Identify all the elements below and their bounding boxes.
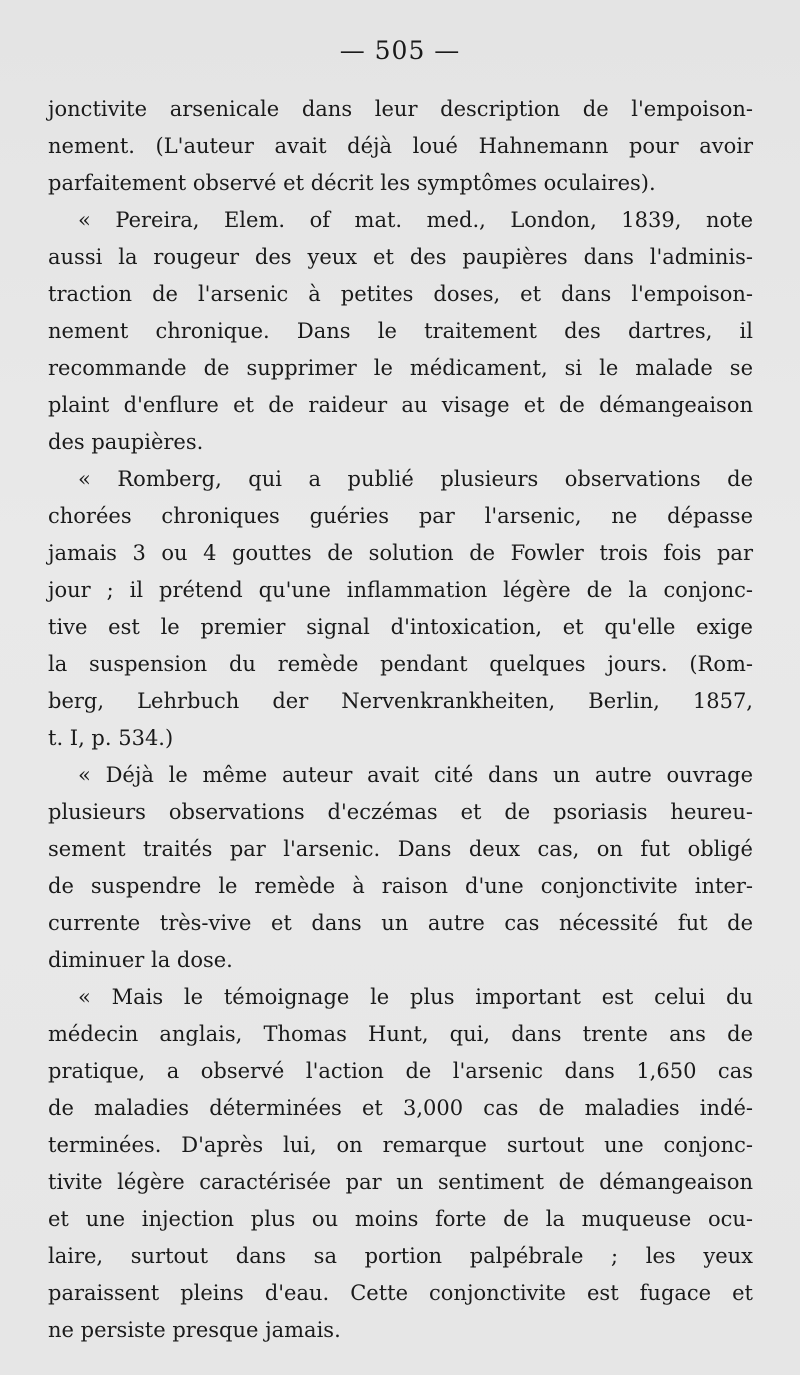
text-line: tivite légère caractérisée par un sentiment de démangeaison [48, 1170, 753, 1194]
text-line: terminées. D'après lui, on remarque surtout une conjonc- [48, 1133, 753, 1157]
body-text [48, 91, 753, 1349]
text-line: sement traités par l'arsenic. Dans deux cas, on fut obligé [48, 837, 753, 861]
text-line: médecin anglais, Thomas Hunt, qui, dans trente ans de [48, 1022, 753, 1046]
text-line: tive est le premier signal d'intoxication, et qu'elle exige [48, 615, 753, 639]
text-line: traction de l'arsenic à petites doses, et dans l'empoison- [48, 282, 753, 306]
text-line: recommande de supprimer le médicament, si le malade se [48, 356, 753, 380]
text-line: jonctivite arsenicale dans leur description de l'empoison- [48, 97, 753, 121]
text-line: aussi la rougeur des yeux et des paupières dans l'adminis- [48, 245, 753, 269]
text-line: « Mais le témoignage le plus important est celui du [78, 985, 753, 1009]
text-line: « Déjà le même auteur avait cité dans un autre ouvrage [78, 763, 753, 787]
text-line: plusieurs observations d'eczémas et de psoriasis heureu- [48, 800, 753, 824]
page-number: — 505 — [339, 36, 461, 65]
text-line: jamais 3 ou 4 gouttes de solution de Fowler trois fois par [48, 541, 753, 565]
text-line: t. I, p. 534.) [48, 726, 174, 750]
text-line: parfaitement observé et décrit les symptômes oculaires). [48, 171, 656, 195]
text-line: de maladies déterminées et 3,000 cas de maladies indé- [48, 1096, 753, 1120]
text-line: currente très-vive et dans un autre cas nécessité fut de [48, 911, 753, 935]
text-line: la suspension du remède pendant quelques jours. (Rom- [48, 652, 753, 676]
text-line: « Romberg, qui a publié plusieurs observations de [78, 467, 753, 491]
text-line: chorées chroniques guéries par l'arsenic, ne dépasse [48, 504, 753, 528]
text-line: des paupières. [48, 430, 204, 454]
text-line: paraissent pleins d'eau. Cette conjonctivite est fugace et [48, 1281, 753, 1305]
text-line: berg, Lehrbuch der Nervenkrankheiten, Berlin, 1857, [48, 689, 753, 713]
text-line: diminuer la dose. [48, 948, 233, 972]
text-line: ne persiste presque jamais. [48, 1318, 341, 1342]
text-line: de suspendre le remède à raison d'une conjonctivite inter- [48, 874, 753, 898]
text-line: pratique, a observé l'action de l'arsenic dans 1,650 cas [48, 1059, 753, 1083]
text-line: laire, surtout dans sa portion palpébrale ; les yeux [48, 1244, 753, 1268]
text-line: jour ; il prétend qu'une inflammation légère de la conjonc- [48, 578, 753, 602]
text-line: et une injection plus ou moins forte de la muqueuse ocu- [48, 1207, 753, 1231]
text-line: nement chronique. Dans le traitement des dartres, il [48, 319, 753, 343]
text-line: « Pereira, Elem. of mat. med., London, 1839, note [78, 208, 753, 232]
text-line: plaint d'enflure et de raideur au visage et de démangeaison [48, 393, 753, 417]
text-line: nement. (L'auteur avait déjà loué Hahnemann pour avoir [48, 134, 753, 158]
